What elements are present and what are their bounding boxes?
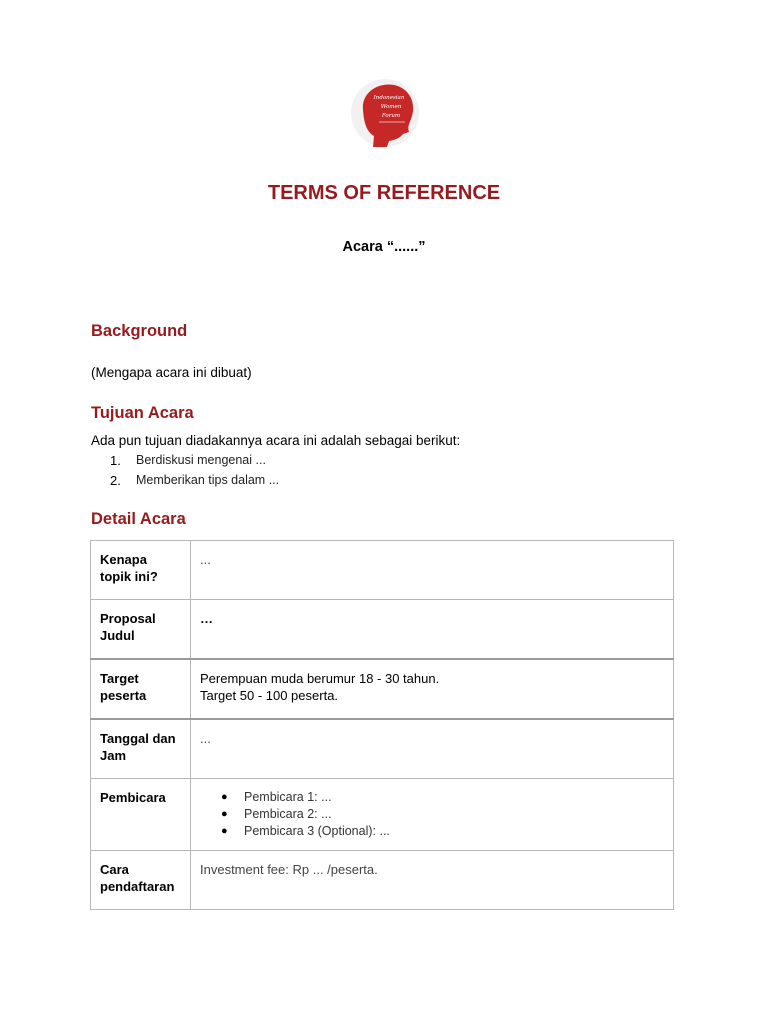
list-text: Berdiskusi mengenai ... (136, 453, 266, 467)
row-label: Proposal Judul (91, 600, 191, 660)
section-heading-background: Background (91, 322, 188, 340)
list-item (110, 450, 279, 470)
event-prefix: Acara (342, 239, 387, 255)
speaker-list (200, 789, 664, 840)
table-row (91, 541, 674, 600)
logo (349, 78, 421, 148)
background-text: (Mengapa acara ini dibuat) (91, 365, 252, 380)
row-value: … (191, 600, 674, 660)
event-name-line (0, 239, 768, 255)
row-value: Investment fee: Rp ... /peserta. (191, 851, 674, 910)
list-item (110, 470, 279, 490)
bullet-icon: ● (221, 825, 228, 837)
target-line-2: Target 50 - 100 peserta. (200, 688, 339, 703)
document-title: TERMS OF REFERENCE (267, 182, 501, 204)
logo-text-line-1: Indonesian (373, 95, 405, 101)
speaker-item (221, 823, 664, 840)
logo-text-line-3: Forum (381, 113, 401, 119)
detail-table (90, 540, 674, 910)
target-line-1: Perempuan muda berumur 18 - 30 tahun. (200, 671, 440, 686)
speaker-text: Pembicara 1: ... (244, 790, 332, 804)
row-label: Cara pendaftaran (91, 851, 191, 910)
speaker-item (221, 789, 664, 806)
table-row (91, 659, 674, 719)
row-value (191, 659, 674, 719)
list-number: 2. (110, 472, 121, 488)
row-label: Pembicara (91, 779, 191, 851)
row-label: Kenapa topik ini? (91, 541, 191, 600)
row-label: Tanggal dan Jam (91, 719, 191, 779)
table-row (91, 719, 674, 779)
row-value (191, 779, 674, 851)
event-name: “......” (386, 239, 426, 255)
tujuan-intro: Ada pun tujuan diadakannya acara ini adalah sebagai berikut: (91, 433, 461, 448)
speaker-text: Pembicara 2: ... (244, 807, 332, 821)
table-row (91, 851, 674, 910)
row-value: ... (191, 541, 674, 600)
bullet-icon: ● (221, 808, 228, 820)
list-number: 1. (110, 452, 121, 468)
table-row (91, 600, 674, 660)
bullet-icon: ● (221, 791, 228, 803)
speaker-text: Pembicara 3 (Optional): ... (244, 824, 390, 838)
logo-text-line-2: Women (380, 104, 402, 110)
speaker-item (221, 806, 664, 823)
row-label: Target peserta (91, 659, 191, 719)
section-heading-tujuan: Tujuan Acara (91, 404, 194, 422)
table-row (91, 779, 674, 851)
section-heading-detail: Detail Acara (91, 510, 186, 528)
row-value: ... (191, 719, 674, 779)
women-head-logo-icon (349, 78, 421, 148)
tujuan-list (110, 450, 279, 490)
list-text: Memberikan tips dalam ... (136, 473, 280, 487)
